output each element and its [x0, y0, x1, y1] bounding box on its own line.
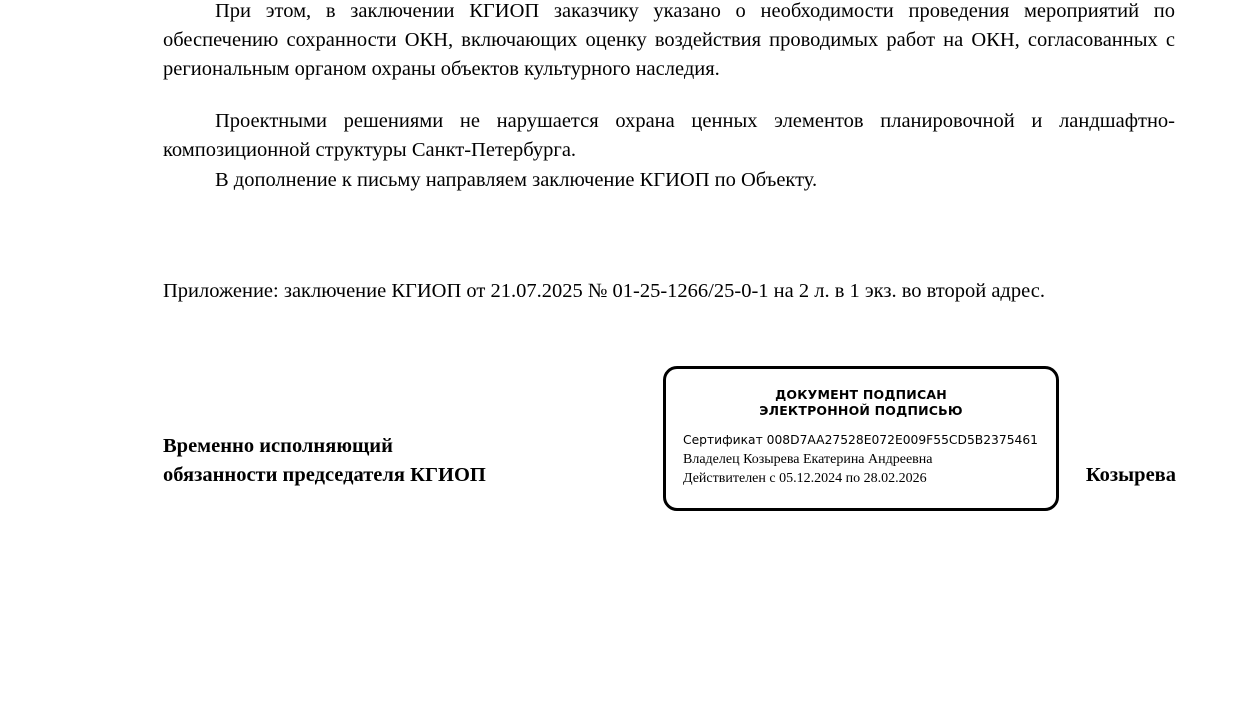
stamp-certificate: Сертификат 008D7AA27528E072E009F55CD5B2375461 [683, 433, 1038, 447]
stamp-title-line-2: ЭЛЕКТРОННОЙ ПОДПИСЬЮ [759, 403, 963, 418]
signatory-role-line-1: Временно исполняющий [163, 435, 393, 457]
paragraph-1 [163, 0, 1175, 84]
attachment-text: Приложение: заключение КГИОП от 21.07.2025 № 01-25-1266/25-0-1 на 2 л. в 1 экз. во второй адрес. [163, 280, 1045, 302]
stamp-validity: Действителен с 05.12.2024 по 28.02.2026 [683, 471, 927, 486]
paragraph-3-text: В дополнение к письму направляем заключение КГИОП по Объекту. [215, 169, 818, 191]
signatory-name: Козырева [1085, 464, 1176, 486]
electronic-signature-stamp [663, 366, 1059, 511]
signatory-role-line-2: обязанности председателя КГИОП [163, 464, 486, 486]
stamp-details [666, 431, 1056, 488]
paragraph-1-text: При этом, в заключении КГИОП заказчику указано о необходимости проведения мероприятий по обеспечению сохранности ОКН, включающих оценку воздействия проводимых работ на ОКН, согласованных с региональным органом охраны объектов культурного наследия. [163, 0, 1175, 80]
signatory-role [163, 432, 723, 490]
paragraph-3 [163, 166, 1175, 195]
stamp-title [666, 387, 1056, 419]
stamp-owner: Владелец Козырева Екатерина Андреевна [683, 452, 933, 467]
paragraph-2 [163, 107, 1175, 165]
attachment-note [163, 277, 1175, 306]
stamp-title-line-1: ДОКУМЕНТ ПОДПИСАН [775, 387, 947, 402]
paragraph-2-text: Проектными решениями не нарушается охрана ценных элементов планировочной и ландшафтно-композиционной структуры Санкт-Петербурга. [163, 110, 1175, 161]
